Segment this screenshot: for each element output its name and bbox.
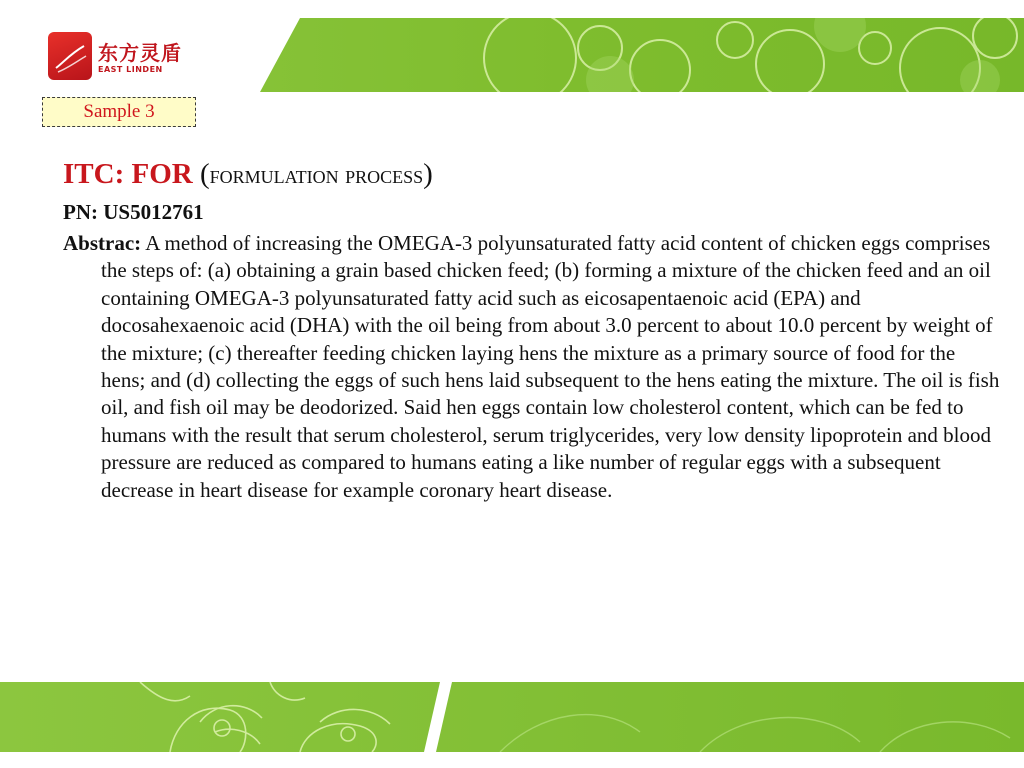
slide-content — [63, 154, 1000, 504]
itc-heading — [63, 154, 973, 194]
company-logo — [48, 32, 188, 82]
patent-number: PN: US5012761 — [63, 200, 204, 224]
itc-label: ITC: FOR — [63, 158, 193, 190]
bottom-banner — [0, 682, 1024, 752]
bottom-banner-decoration — [0, 682, 1024, 752]
abstract-text: A method of increasing the OMEGA-3 polyunsaturated fatty acid content of chicken eggs comprises the steps of: (a) obtaining a grain based chicken feed; (b) forming a mixture of the chicken feed and an oil containing OMEGA-3 polyunsaturated fatty acid such as eicosapentaenoic acid (EPA) and docosahexaenoic acid (DHA) with the oil being from about 3.0 percent to about 10.0 percent by weight of the mixture; (c) thereafter feeding chicken laying hens the mixture as a primary source of food for the hens; and (d) collecting the eggs of such hens laid subsequent to the hens eating the mixture. The oil is fish oil, and fish oil may be deodorized. Said hen eggs contain low cholesterol content, which can be fed to humans with the result that serum cholesterol, serum triglycerides, very low density lipoprotein and blood pressure are reduced as compared to humans eating a like number of regular eggs with a subsequent decrease in heart disease for example coronary heart disease. — [101, 231, 1000, 502]
sample-tag: Sample 3 — [42, 97, 196, 127]
close-paren: ) — [423, 158, 433, 190]
logo-badge-icon — [48, 32, 92, 80]
itc-subtitle: formulation process — [209, 160, 424, 189]
open-paren: ( — [199, 158, 210, 190]
logo-english-name: EAST LINDEN — [98, 65, 163, 74]
logo-chinese-name: 东方灵盾 — [98, 41, 182, 65]
abstract-paragraph — [63, 230, 1001, 504]
abstract-label: Abstrac: — [63, 231, 142, 255]
